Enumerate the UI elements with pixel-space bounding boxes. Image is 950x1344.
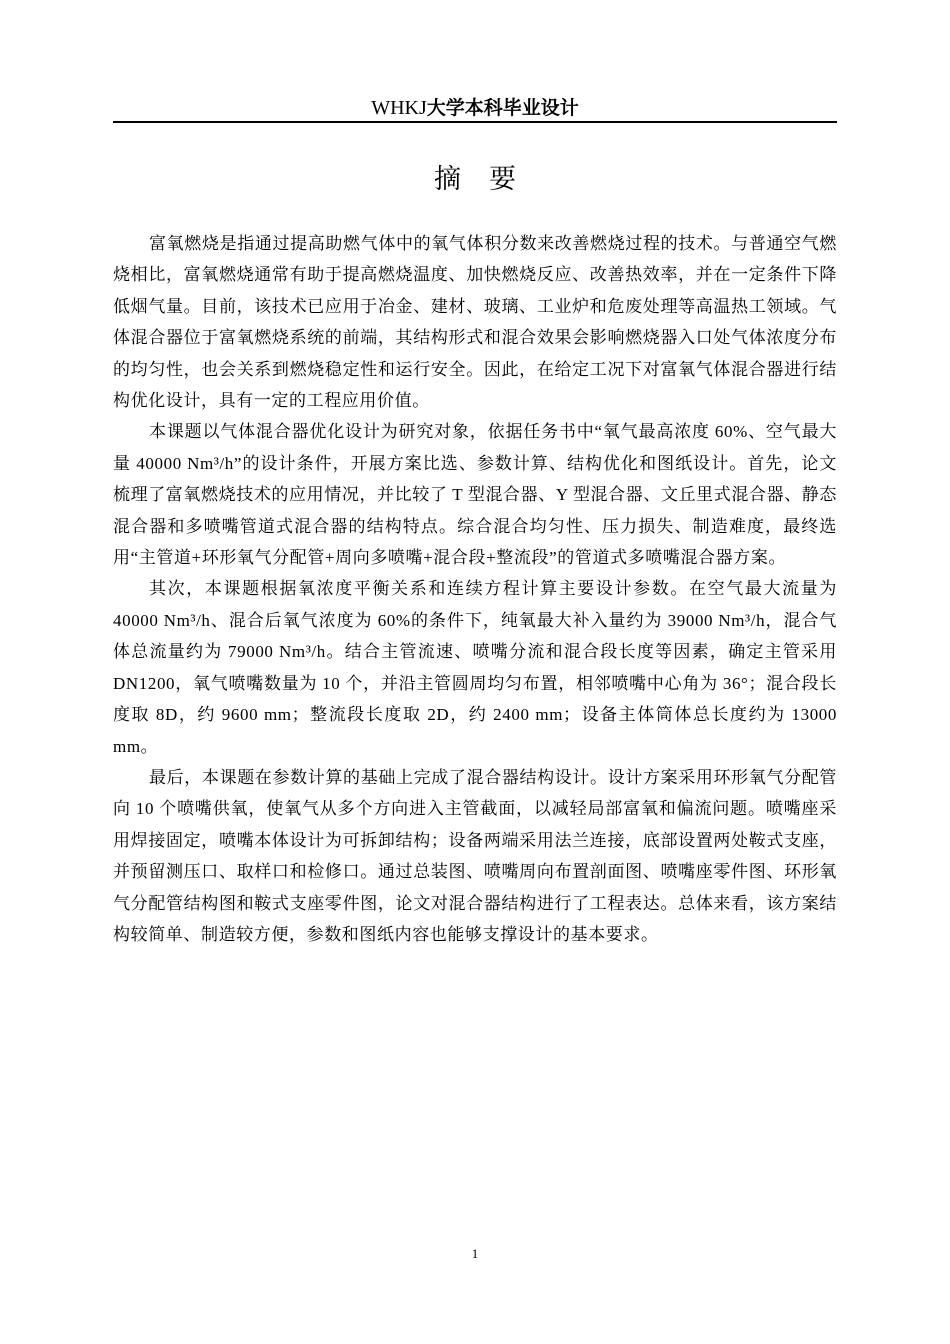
abstract-body [113,228,837,950]
header-cjk-text: 大学本科毕业设计 [426,97,579,119]
page-number: 1 [471,1246,479,1261]
abstract-paragraph-4: 最后，本课题在参数计算的基础上完成了混合器结构设计。设计方案采用环形氧气分配管向 10 个喷嘴供氧，使氧气从多个方向进入主管截面，以减轻局部富氧和偏流问题。喷嘴座采用焊接固定，喷嘴本体设计为可拆卸结构；设备两端采用法兰连接，底部设置两处鞍式支座，并预留测压口、取样口和检修口。通过总装图、喷嘴周向布置剖面图、喷嘴座零件图、环形氧气分配管结构图和鞍式支座零件图，论文对混合器结构进行了工程表达。总体来看，该方案结构较简单、制造较方便，参数和图纸内容也能够支撑设计的基本要求。 [113,767,837,944]
header-rule [113,121,837,123]
abstract-paragraph-3: 其次，本课题根据氧浓度平衡关系和连续方程计算主要设计参数。在空气最大流量为 40000 Nm³/h、混合后氧气浓度为 60%的条件下，纯氧最大补入量约为 39000 Nm³/h，混合气体总流量约为 79000 Nm³/h。结合主管流速、喷嘴分流和混合段长度等因素，确定主管采用 DN1200，氧气喷嘴数量为 10 个，并沿主管圆周均匀布置，相邻喷嘴中心角为 36°；混合段长度取 8D，约 9600 mm；整流段长度取 2D，约 2400 mm；设备主体筒体总长度约为 13000 mm。 [113,579,837,756]
abstract-title: 摘要 [434,164,544,195]
abstract-paragraph-2: 本课题以气体混合器优化设计为研究对象，依据任务书中“氧气最高浓度 60%、空气最大量 40000 Nm³/h”的设计条件，开展方案比选、参数计算、结构优化和图纸设计。首先，论文梳理了富氧燃烧技术的应用情况，并比较了 T 型混合器、Y 型混合器、文丘里式混合器、静态混合器和多喷嘴管道式混合器的结构特点。综合混合均匀性、压力损失、制造难度，最终选用“主管道+环形氧气分配管+周向多喷嘴+混合段+整流段”的管道式多喷嘴混合器方案。 [113,422,837,568]
abstract-paragraph-1: 富氧燃烧是指通过提高助燃气体中的氧气体积分数来改善燃烧过程的技术。与普通空气燃烧相比，富氧燃烧通常有助于提高燃烧温度、加快燃烧反应、改善热效率，并在一定条件下降低烟气量。目前，该技术已应用于冶金、建材、玻璃、工业炉和危废处理等高温热工领域。气体混合器位于富氧燃烧系统的前端，其结构形式和混合效果会影响燃烧器入口处气体浓度分布的均匀性，也会关系到燃烧稳定性和运行安全。因此，在给定工况下对富氧气体混合器进行结构优化设计，具有一定的工程应用价值。 [113,234,837,411]
header-latin-text: WHKJ [371,97,427,119]
running-header [113,94,837,121]
